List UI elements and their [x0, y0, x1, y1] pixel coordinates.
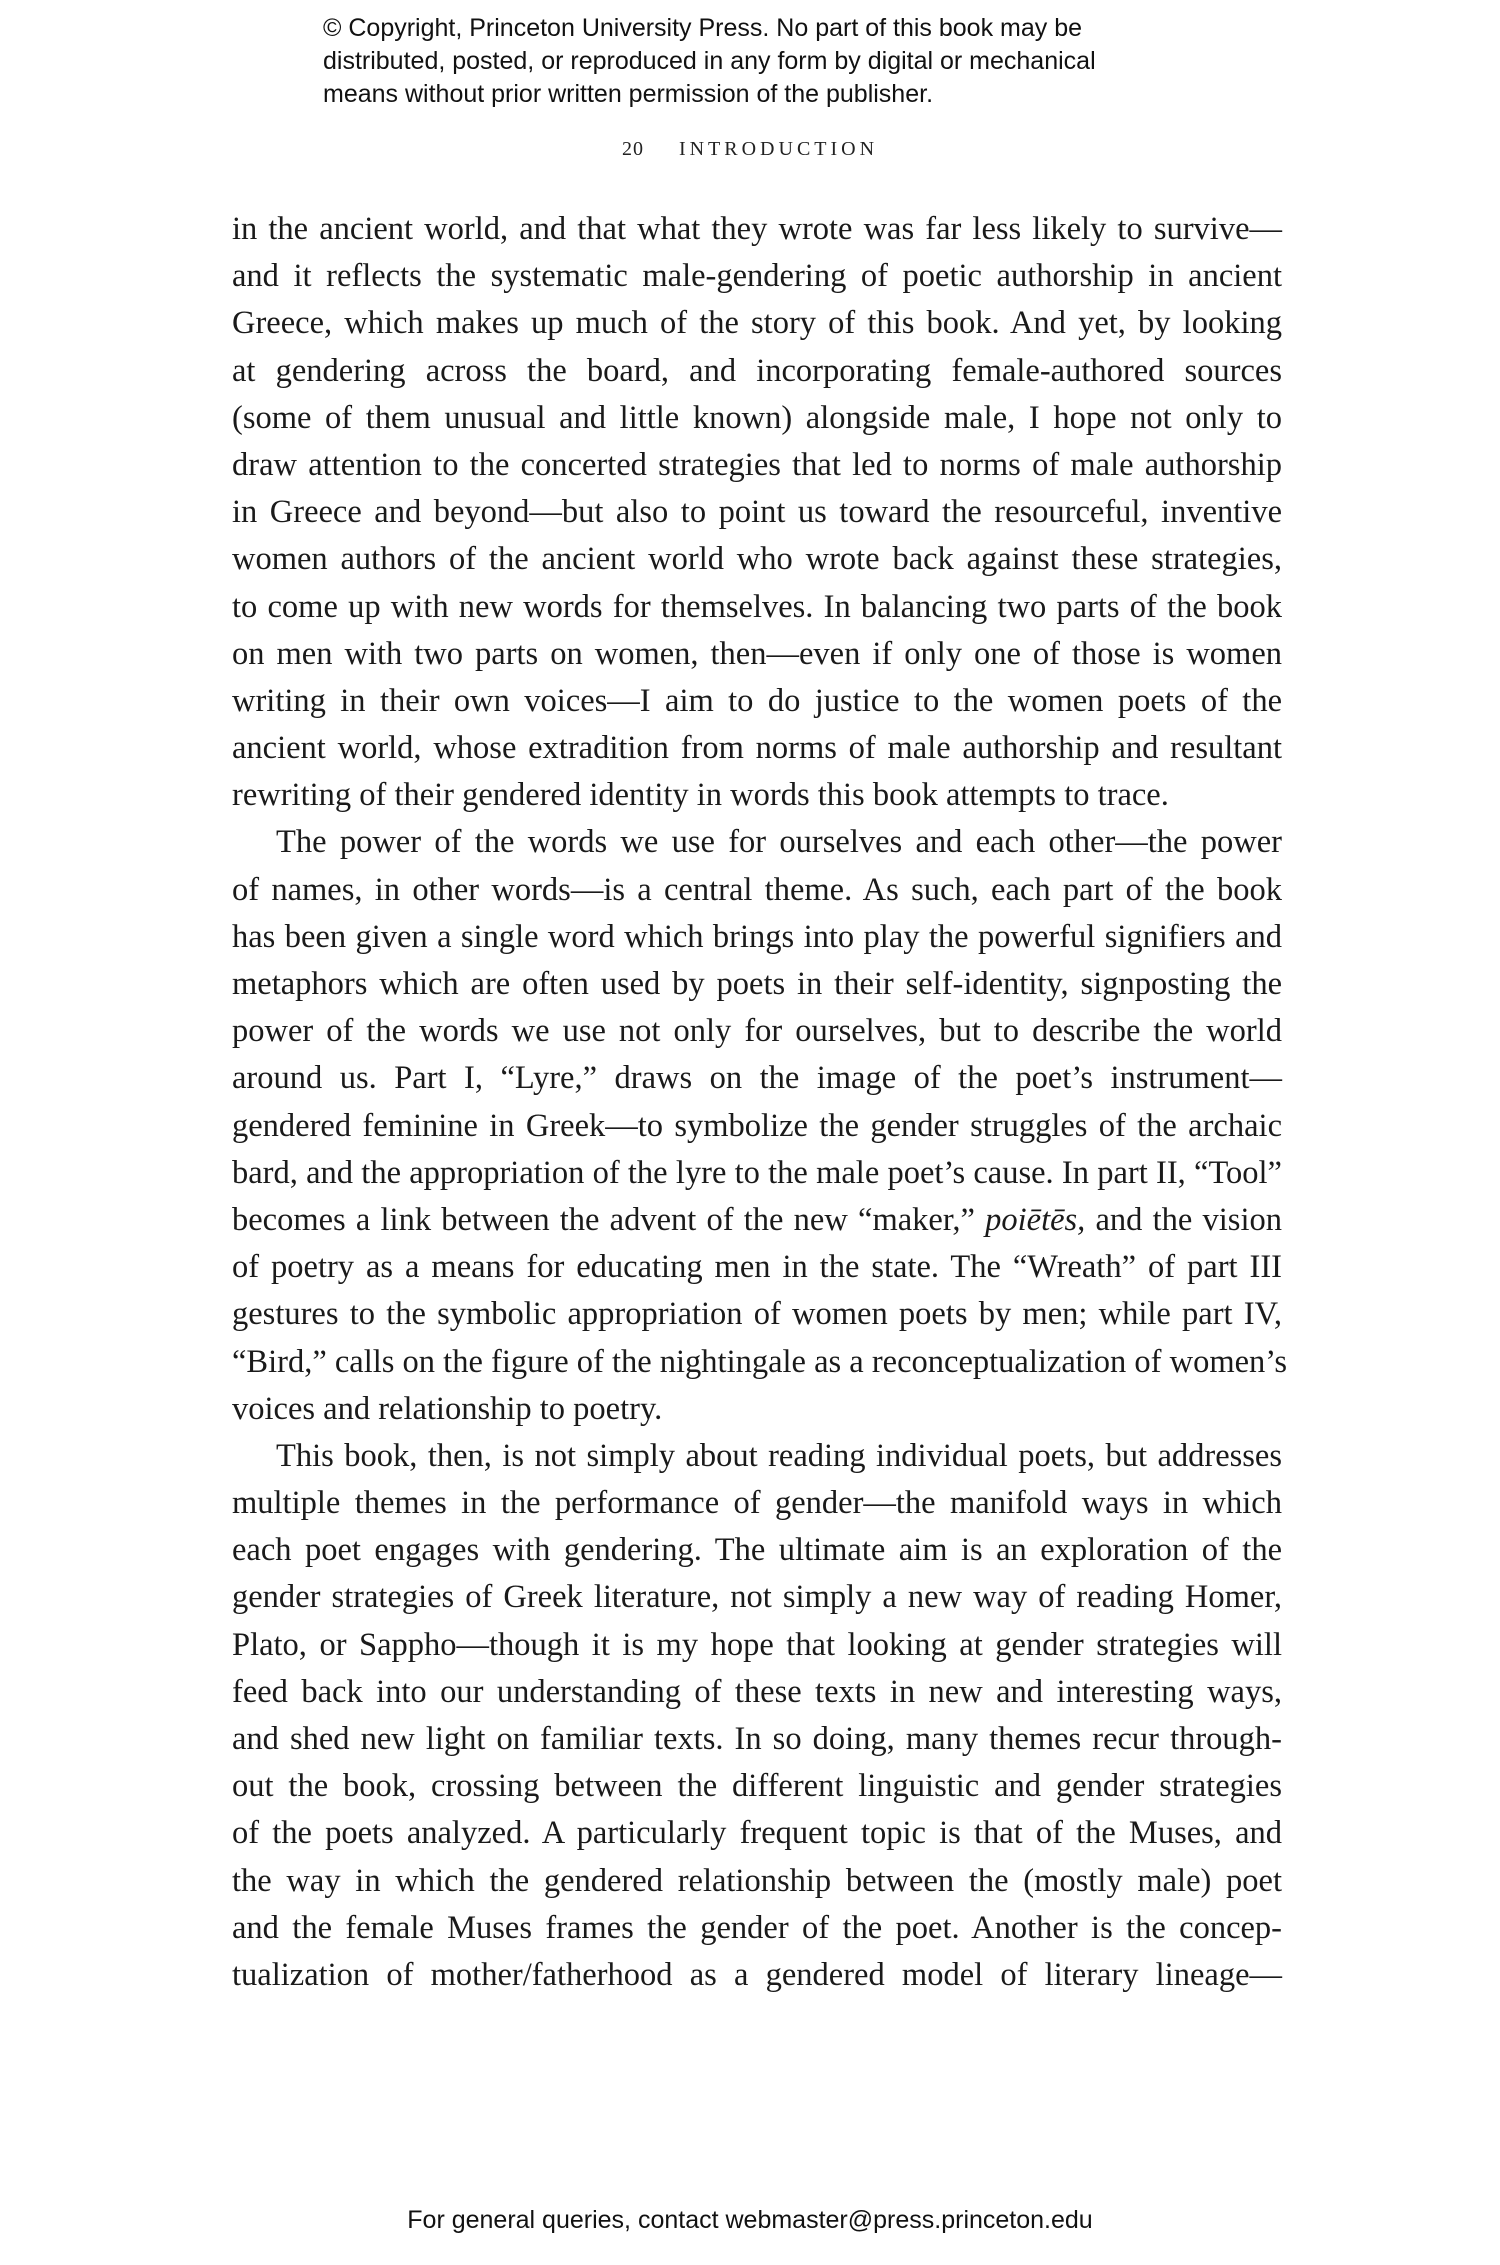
text-line: to come up with new words for themselves. In balancing two parts of the book	[232, 588, 1282, 625]
text-line: has been given a single word which brings into play the powerful signifiers and	[232, 918, 1282, 955]
text-line: gender strategies of Greek literature, not simply a new way of reading Homer,	[232, 1579, 1282, 1616]
paragraph-2	[232, 819, 1287, 1432]
text-line: in Greece and beyond—but also to point us toward the resourceful, inventive	[232, 494, 1282, 531]
copyright-line: means without prior written permission of the publisher.	[323, 80, 934, 108]
italic-term: poiētēs,	[985, 1201, 1086, 1238]
paragraph-1	[232, 206, 1282, 819]
text-line: and the female Muses frames the gender of the poet. Another is the concep-	[232, 1909, 1282, 1946]
text-line: draw attention to the concerted strategies that led to norms of male authorship	[232, 446, 1282, 483]
text-line: on men with two parts on women, then—even if only one of those is women	[232, 635, 1282, 672]
text-line: bard, and the appropriation of the lyre to the male poet’s cause. In part II, “Tool”	[232, 1154, 1282, 1191]
text-line: at gendering across the board, and incorporating female-authored sources	[232, 352, 1282, 389]
text-line: Greece, which makes up much of the story of this book. And yet, by looking	[232, 305, 1282, 342]
text-line: in the ancient world, and that what they wrote was far less likely to survive—	[232, 211, 1282, 247]
text-line: ancient world, whose extradition from norms of male authorship and resultant	[232, 730, 1282, 767]
body-text	[232, 206, 1287, 1999]
copyright-line: © Copyright, Princeton University Press. No part of this book may be	[323, 14, 1083, 42]
footer-contact: For general queries, contact webmaster@press.princeton.edu	[407, 2206, 1093, 2234]
text-line: of names, in other words—is a central theme. As such, each part of the book	[232, 871, 1282, 908]
text-line: tualization of mother/fatherhood as a gendered model of literary lineage—	[232, 1956, 1282, 1993]
text-line: writing in their own voices—I aim to do justice to the women poets of the	[232, 682, 1282, 719]
text-line: metaphors which are often used by poets in their self-identity, signposting the	[232, 966, 1282, 1002]
text-line: and it reflects the systematic male-gendering of poetic authorship in ancient	[232, 258, 1282, 295]
section-title: INTRODUCTION	[678, 138, 879, 160]
text-line: “Bird,” calls on the figure of the nightingale as a reconceptualization of women’s	[232, 1343, 1287, 1380]
text-line: of poetry as a means for educating men in the state. The “Wreath” of part III	[232, 1249, 1282, 1286]
running-head	[0, 138, 1500, 161]
text-line: This book, then, is not simply about reading individual poets, but addresses	[276, 1437, 1282, 1474]
text-line: Plato, or Sappho—though it is my hope that looking at gender strategies will	[232, 1626, 1282, 1663]
page-number: 20	[621, 138, 644, 160]
text-line: multiple themes in the performance of gender—the manifold ways in which	[232, 1485, 1282, 1522]
text-line: voices and relationship to poetry.	[232, 1390, 663, 1427]
text-line: rewriting of their gendered identity in words this book attempts to trace.	[232, 777, 1169, 814]
text-line: and shed new light on familiar texts. In so doing, many themes recur through-	[232, 1721, 1282, 1757]
text-line: (some of them unusual and little known) alongside male, I hope not only to	[232, 399, 1282, 436]
text-line: women authors of the ancient world who wrote back against these strategies,	[232, 541, 1282, 578]
copyright-notice	[323, 12, 1223, 111]
text-line: of the poets analyzed. A particularly frequent topic is that of the Muses, and	[232, 1815, 1282, 1852]
text-line: feed back into our understanding of these texts in new and interesting ways,	[232, 1673, 1282, 1710]
text-line: The power of the words we use for ourselves and each other—the power	[276, 824, 1282, 861]
text-line: power of the words we use not only for ourselves, but to describe the world	[232, 1013, 1282, 1050]
copyright-line: distributed, posted, or reproduced in any form by digital or mechanical	[323, 47, 1096, 75]
text-line: out the book, crossing between the different linguistic and gender strategies	[232, 1768, 1282, 1805]
text-line: around us. Part I, “Lyre,” draws on the image of the poet’s instrument—	[232, 1060, 1282, 1097]
text-line: becomes a link between the advent of the new “maker,” poiētēs, and the vision	[232, 1201, 1282, 1238]
text-line: gendered feminine in Greek—to symbolize the gender struggles of the archaic	[232, 1107, 1282, 1144]
paragraph-3	[232, 1433, 1282, 1999]
text-line: the way in which the gendered relationship between the (mostly male) poet	[232, 1862, 1282, 1899]
text-line: each poet engages with gendering. The ultimate aim is an exploration of the	[232, 1532, 1282, 1569]
text-line: gestures to the symbolic appropriation of women poets by men; while part IV,	[232, 1296, 1282, 1333]
